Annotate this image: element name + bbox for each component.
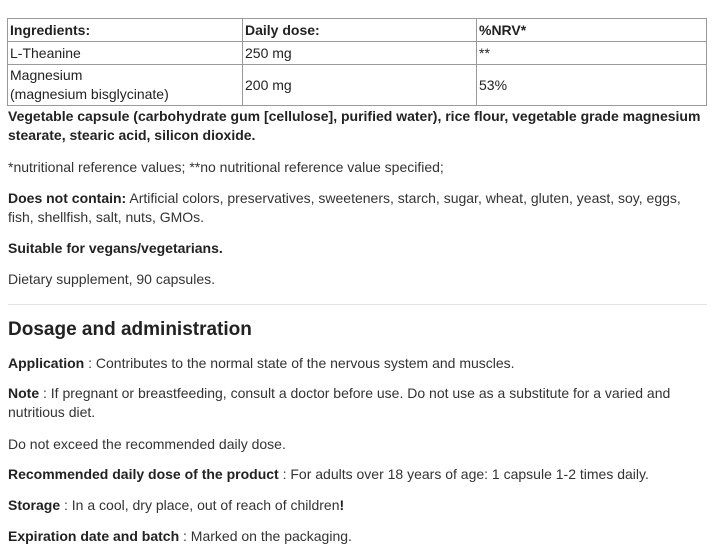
table-header-row: [8, 19, 707, 42]
header-daily-dose: Daily dose:: [243, 19, 477, 42]
table-row: [8, 42, 707, 65]
header-nrv: %NRV*: [477, 19, 707, 42]
section-title: Dosage and administration: [8, 319, 252, 340]
ingredient-name: Magnesium: [10, 67, 83, 83]
expiration-line: [8, 527, 708, 546]
storage-text: : In a cool, dry place, out of reach of children: [60, 497, 340, 513]
note-line: [8, 384, 708, 422]
ingredient-nrv: 53%: [477, 65, 707, 106]
storage-exclamation: !: [339, 497, 345, 513]
nrv-footnote: *nutritional reference values; **no nutritional reference value specified;: [8, 159, 444, 175]
storage-line: [8, 496, 708, 515]
ingredient-dose: 200 mg: [243, 65, 477, 106]
ingredient-nrv: **: [477, 42, 707, 65]
expiration-label: Expiration date and batch: [8, 528, 180, 544]
ingredient-subname: (magnesium bisglycinate): [10, 86, 169, 102]
ingredient-dose: 250 mg: [243, 42, 477, 65]
table-row: [8, 65, 707, 106]
expiration-text: : Marked on the packaging.: [179, 528, 352, 544]
suitable-text: Suitable for vegans/vegetarians.: [8, 240, 223, 256]
application-text: : Contributes to the normal state of the nervous system and muscles.: [84, 355, 515, 371]
header-ingredients: Ingredients:: [8, 19, 243, 42]
recommended-line: [8, 465, 708, 484]
section-divider: [8, 304, 707, 305]
does-not-contain: [8, 189, 708, 227]
storage-label: Storage: [8, 497, 61, 513]
ingredients-table: [7, 18, 707, 106]
ingredient-name: L-Theanine: [8, 42, 243, 65]
application-line: [8, 354, 708, 373]
application-label: Application: [8, 355, 85, 371]
note-label: Note: [8, 385, 40, 401]
does-not-contain-label: Does not contain:: [8, 190, 127, 206]
ingredient-cell: [8, 65, 243, 106]
composition-text: Vegetable capsule (carbohydrate gum [cellulose], purified water), rice flour, vegetable grade magnesium stearate, stearic acid, silicon dioxide.: [8, 108, 701, 143]
supplement-text: Dietary supplement, 90 capsules.: [8, 271, 215, 287]
recommended-text: : For adults over 18 years of age: 1 capsule 1-2 times daily.: [278, 466, 649, 482]
recommended-label: Recommended daily dose of the product: [8, 466, 279, 482]
exceed-warning: Do not exceed the recommended daily dose.: [8, 436, 286, 452]
does-not-contain-text: Artificial colors, preservatives, sweeteners, starch, sugar, wheat, gluten, yeast, soy, eggs, fish, shellfish, salt, nuts, GMOs.: [8, 190, 681, 225]
note-text: : If pregnant or breastfeeding, consult a doctor before use. Do not use as a substitute for a varied and nutritious diet.: [8, 385, 671, 420]
